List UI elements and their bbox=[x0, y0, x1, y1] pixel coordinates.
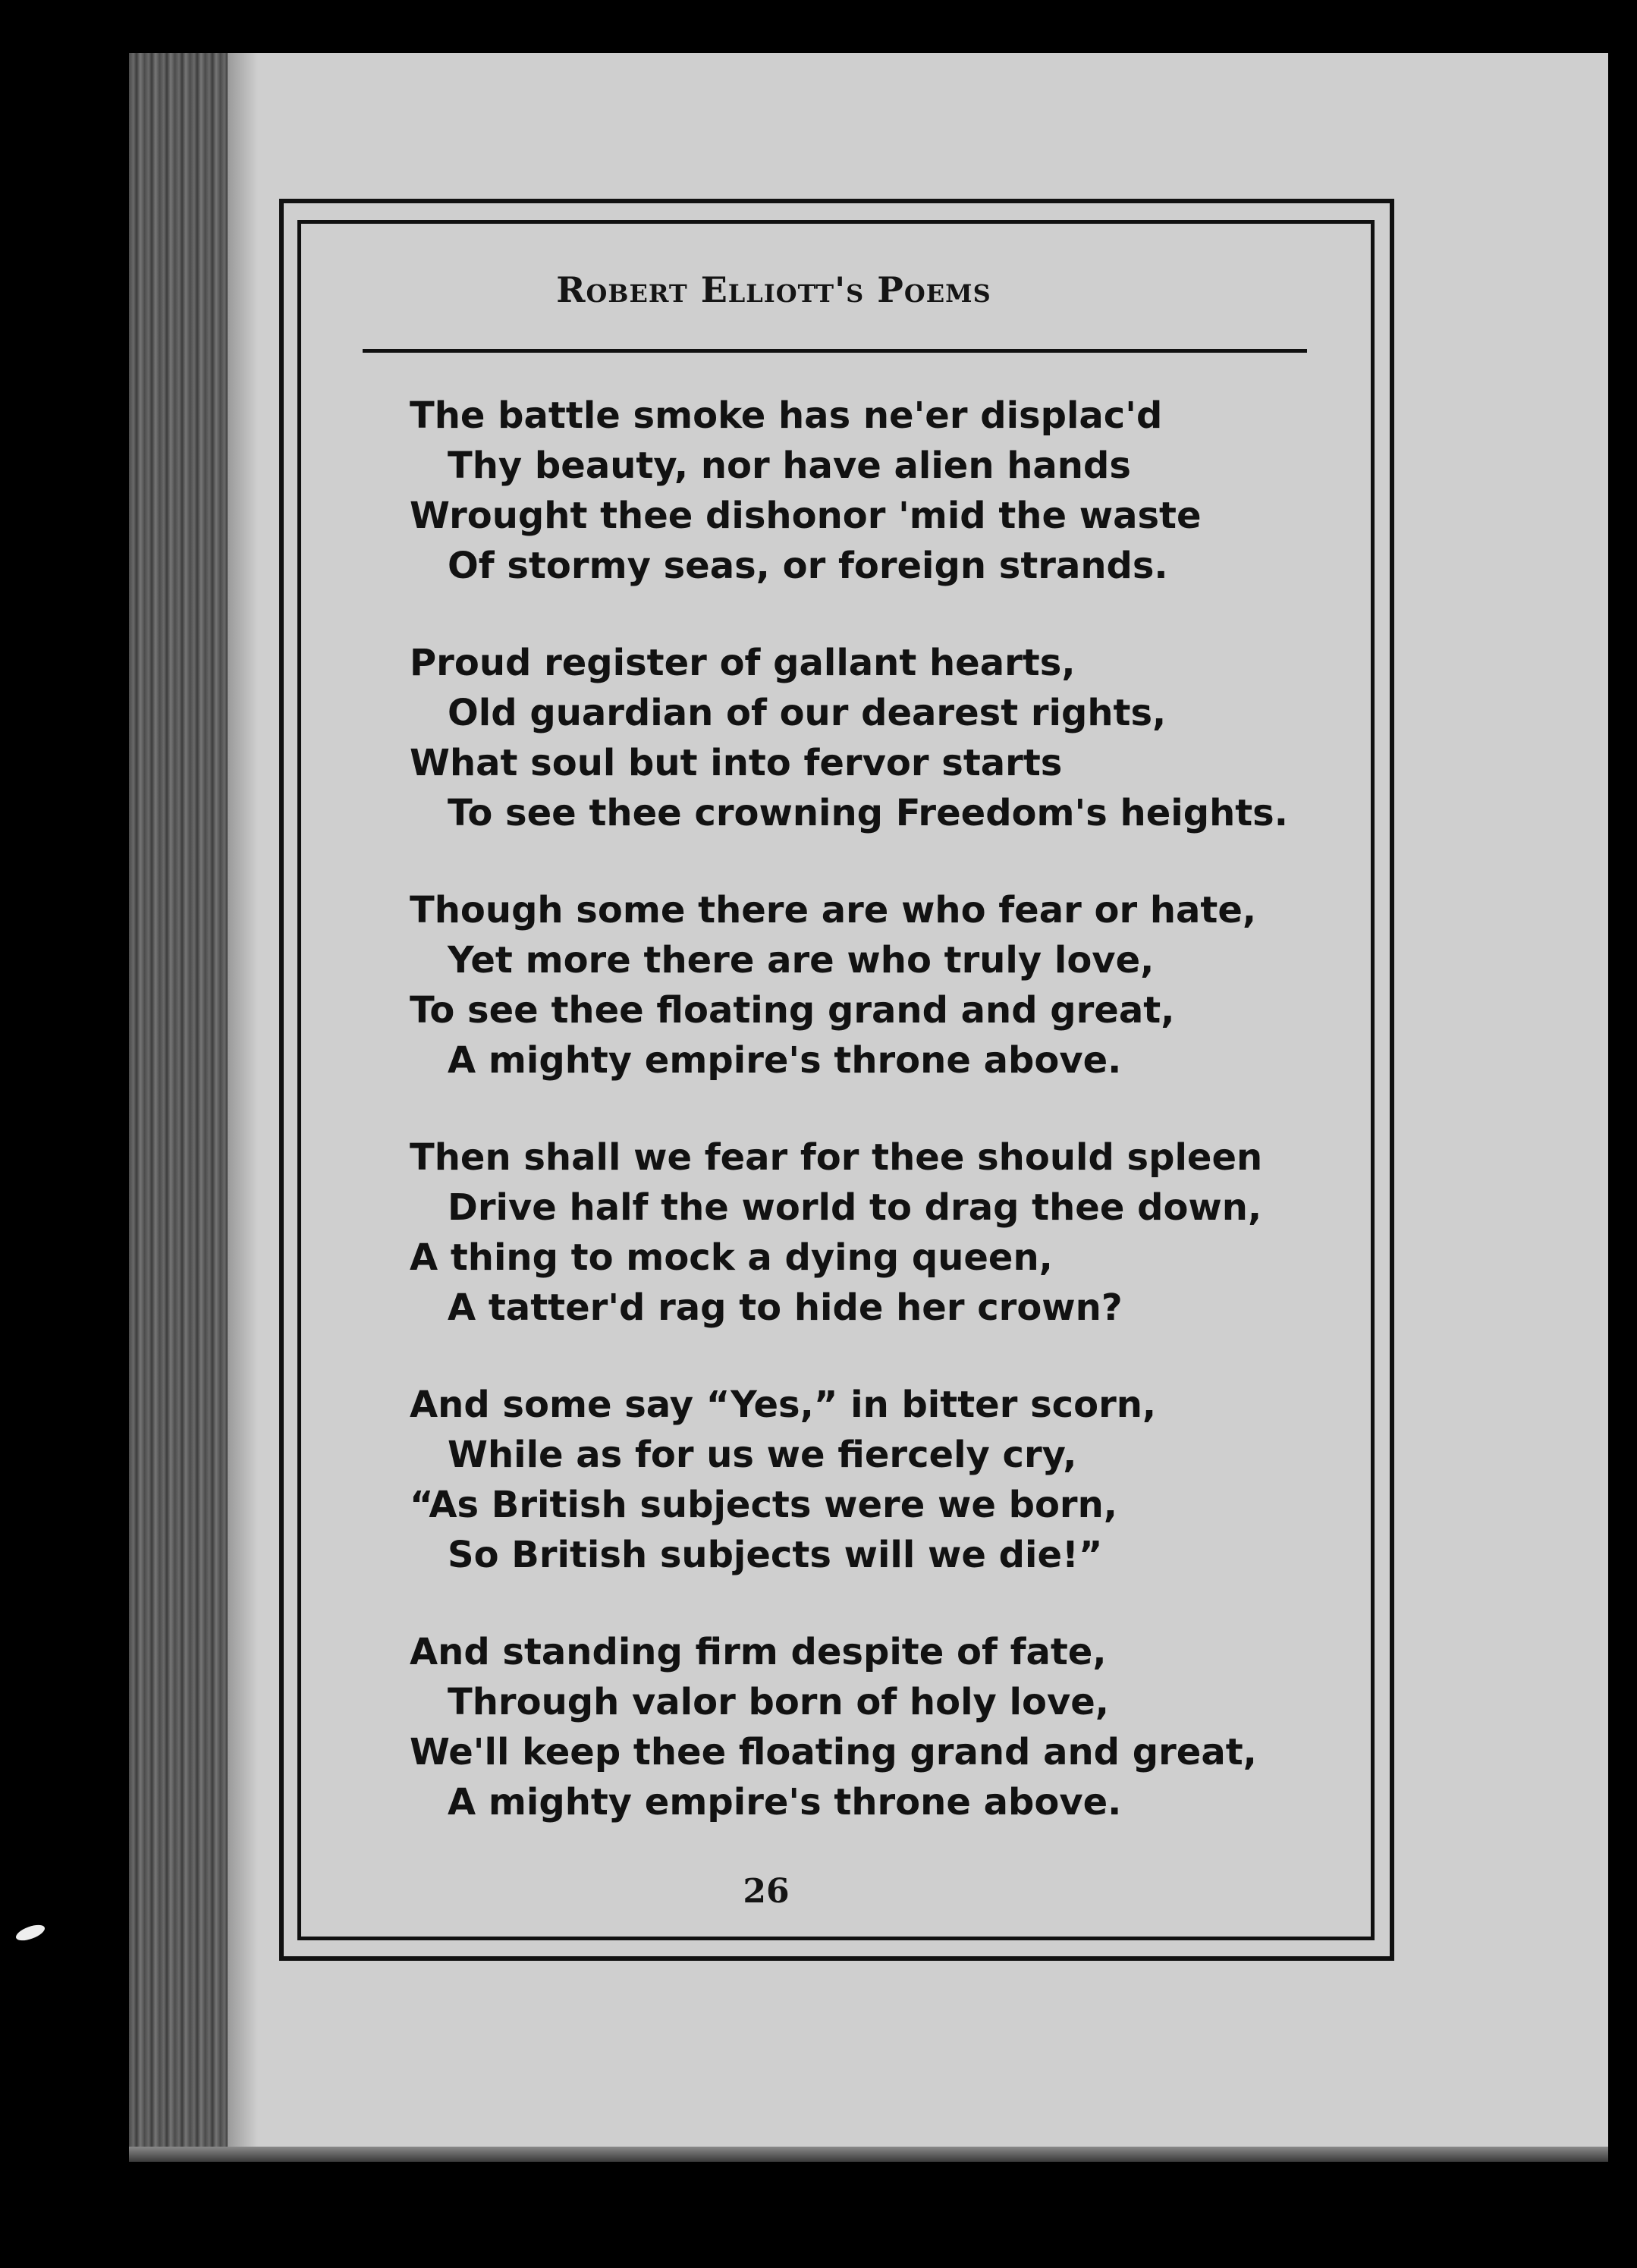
page-gutter-shade bbox=[228, 53, 258, 2162]
poem-line: “As British subjects were we born, bbox=[410, 1484, 1117, 1526]
stanza bbox=[410, 885, 1358, 1085]
poem-line: Old guardian of our dearest rights, bbox=[448, 692, 1167, 734]
poem-line: A thing to mock a dying queen, bbox=[410, 1236, 1053, 1279]
poem-line: What soul but into fervor starts bbox=[410, 742, 1063, 784]
poem-line: Through valor born of holy love, bbox=[448, 1681, 1110, 1723]
poem-line: And some say “Yes,” in bitter scorn, bbox=[410, 1384, 1157, 1426]
poem-line: Drive half the world to drag thee down, bbox=[448, 1186, 1262, 1229]
poem-line: Yet more there are who truly love, bbox=[448, 939, 1155, 982]
poem-line: While as for us we fiercely cry, bbox=[448, 1434, 1077, 1476]
poem-line: Wrought thee dishonor 'mid the waste bbox=[410, 495, 1202, 537]
poem-line: Proud register of gallant hearts, bbox=[410, 642, 1076, 684]
poem-line: So British subjects will we die!” bbox=[448, 1534, 1103, 1576]
poem-body bbox=[410, 391, 1358, 1874]
stanza bbox=[410, 391, 1358, 591]
stanza bbox=[410, 638, 1358, 838]
poem-line: Thy beauty, nor have alien hands bbox=[448, 444, 1131, 487]
page-number: 26 bbox=[743, 1872, 790, 1911]
poem-line: A tatter'd rag to hide her crown? bbox=[448, 1286, 1123, 1329]
page-bottom-edge bbox=[129, 2147, 1608, 2162]
poem-line: To see thee floating grand and great, bbox=[410, 989, 1175, 1032]
poem-line: A mighty empire's throne above. bbox=[448, 1781, 1122, 1824]
page-edge-leaves bbox=[129, 53, 228, 2162]
scan-speck bbox=[14, 1922, 46, 1944]
poem-line: And standing firm despite of fate, bbox=[410, 1631, 1107, 1673]
stanza bbox=[410, 1132, 1358, 1333]
stanza bbox=[410, 1380, 1358, 1580]
poem-line: We'll keep thee floating grand and great, bbox=[410, 1731, 1257, 1773]
poem-line: Though some there are who fear or hate, bbox=[410, 889, 1257, 931]
stanza bbox=[410, 1627, 1358, 1827]
poem-line: Of stormy seas, or foreign strands. bbox=[448, 545, 1168, 587]
poem-line: To see thee crowning Freedom's heights. bbox=[448, 792, 1288, 834]
poem-line: The battle smoke has ne'er displac'd bbox=[410, 394, 1163, 437]
running-header: Robert Elliott's Poems bbox=[556, 269, 991, 310]
poem-line: A mighty empire's throne above. bbox=[448, 1039, 1122, 1082]
header-rule bbox=[363, 349, 1307, 353]
poem-line: Then shall we fear for thee should spleen bbox=[410, 1136, 1263, 1179]
